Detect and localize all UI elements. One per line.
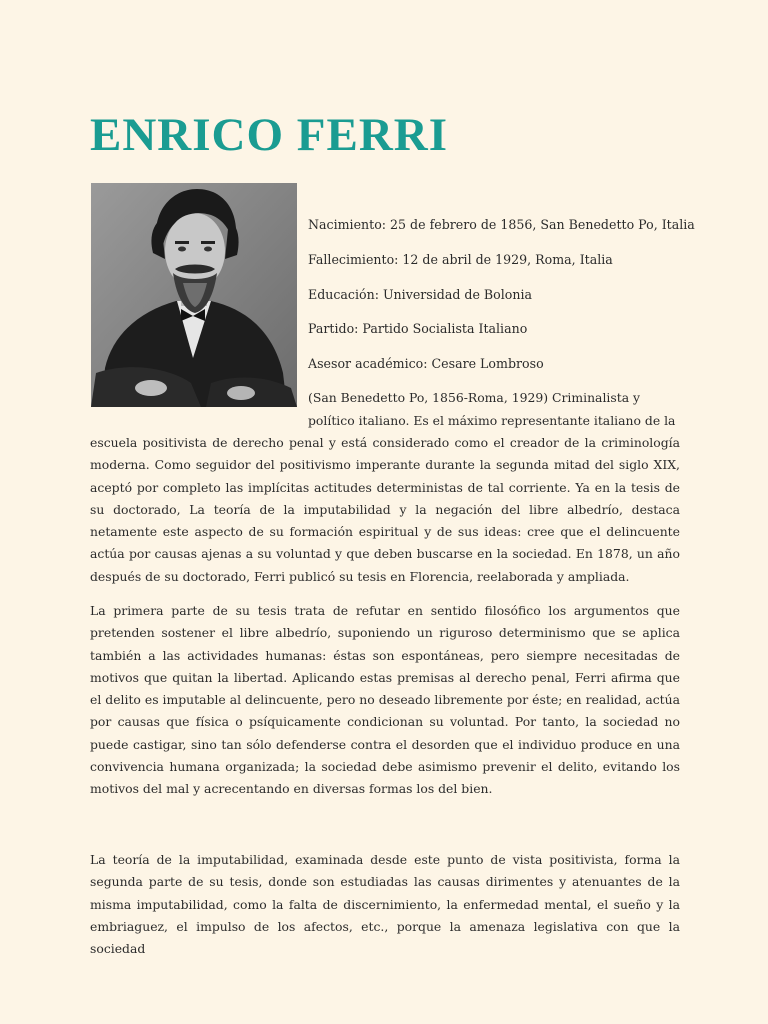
portrait-photo (91, 183, 297, 407)
intro-line-1: (San Benedetto Po, 1856-Roma, 1929) Criminalista y (308, 390, 641, 405)
intro-paragraph (90, 432, 680, 588)
page-title: ENRICO FERRI (90, 109, 449, 161)
paragraph-3 (90, 849, 680, 960)
paragraph-2-text: La primera parte de su tesis trata de refutar en sentido filosófico los argumentos que pretenden sostener el libre albedrío, suponiendo un riguroso determinismo que se aplica también a las actividades humanas: éstas son espontáneas, pero siempre necesitadas de motivos que quitan la libertad. Aplicando estas premisas al derecho penal, Ferri afirma que el delito es imputable al delincuente, pero no deseado libremente por éste; en realidad, actúa por causas que física o psíquicamente condicionan su voluntad. Por tanto, la sociedad no puede castigar, sino tan sólo defenderse contra el desorden que el individuo produce en una convivencia humana organizada; la sociedad debe asimismo prevenir el delito, evitando los motivos del mal y acrecentando en diversas formas los del bien. (90, 603, 680, 797)
fact-party: Partido: Partido Socialista Italiano (308, 321, 528, 337)
fact-death: Fallecimiento: 12 de abril de 1929, Roma, Italia (308, 251, 613, 267)
fact-birth: Nacimiento: 25 de febrero de 1856, San Benedetto Po, Italia (308, 217, 695, 232)
paragraph-2 (90, 600, 680, 801)
fact-advisor: Asesor académico: Cesare Lombroso (308, 356, 544, 372)
intro-paragraph-text: escuela positivista de derecho penal y está considerado como el creador de la criminología moderna. Como seguidor del positivismo imperante durante la segunda mitad del siglo XIX, aceptó por completo las implícitas actitudes deterministas de tal corriente. Ya en la tesis de su doctorado, La teoría de la imputabilidad y la negación del libre albedrío, destaca netamente este aspecto de su formación espiritual y de sus ideas: cree que el delincuente actúa por causas ajenas a su voluntad y que deben buscarse en la sociedad. En 1878, un año después de su doctorado, Ferri publicó su tesis en Florencia, reelaborada y ampliada. (90, 435, 680, 584)
portrait-image (91, 183, 297, 407)
paragraph-3-text: La teoría de la imputabilidad, examinada desde este punto de vista positivista, forma la segunda parte de su tesis, donde son estudiadas las causas dirimentes y atenuantes de la misma imputabilidad, como la falta de discernimiento, la enfermedad mental, el sueño y la embriaguez, el impulso de los afectos, etc., porque la amenaza legislativa con que la sociedad (90, 852, 680, 957)
fact-education: Educación: Universidad de Bolonia (308, 286, 533, 302)
facts-list (308, 215, 695, 389)
intro-line-2: político italiano. Es el máximo representante italiano de la (308, 413, 676, 428)
